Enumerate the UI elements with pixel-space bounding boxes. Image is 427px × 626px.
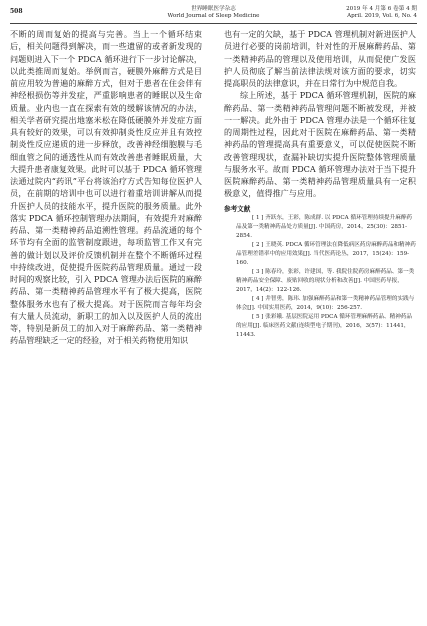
journal-title-cn: 世界睡眠医学杂志 <box>191 6 236 12</box>
reference-item: [ 4 ] 井智勇，陈玮. 加强麻醉药品和第一类精神药品管理的实践与体会[J]. 中国实用医药，2014，9(10)：256-257. <box>236 295 415 311</box>
left-column <box>10 28 202 347</box>
body-paragraph: 不断的周而复始的提高与完善。当上一个循环结束后，相关问题得到解决，而一些遗留的或者新发现的问题则进入下一个 PDCA 循环进行下一步讨论解决，以此类推周而复始。举例而言，硬膜外麻醉方式是目前应用较为普遍的麻醉方式，但对于患者在住会伴有神经根损伤等并发症，严重影响患者的睡眠以及生命质量。业内也一直在探索有效的缓解该情况的办法，相关学者研究提出地塞米松在降低硬膜外并发症方面具有较好的效果，可以有效抑制炎性反应并且有效控制炎性反应递质的进一步释放，改善神经细胞膜与毛细血管之间的通透性从而有效改善患者睡眠质量，大大提升患者康复效果。此时可以基于 PDCA 循环管理法通过院内“药讯”平台将该治疗方式告知每位医护人员，在前期的培训中也可以进行着重培训讲解从而提升医护人员的技能水平，提升医院的服务质量。此外落实 PDCA 循环控制管理办法期间，有效提升对麻醉药品、第一类精神药品追溯性管理。药品流通的每个环节均有全面的监管制度跟进，每项监管工作又有完善的做计划以及评价反馈机制并在整个不断循环过程中持续改进，促使提升医院药品管理质量。通过一段时间的观察比较，引入 PDCA 管理办法后医院的麻醉药品、第一类精神药品管理水平有了极大提高，医院整体服务水也有了极大提高。对于医院而言每年均会有大量人员流动，新职工的加入以及医护人员的流出等，特别是新员工的加入对于麻醉药品、第一类精神药品管理缺乏一定的经验，对于相关药物使用知识 <box>10 29 202 346</box>
body-paragraph: 也有一定的欠缺，基于 PDCA 管理机制对新进医护人员进行必要的岗前培训，针对性的开展麻醉药品、第一类精神药品的管理以及使用培训，从而促使广发医护人员彻底了解当前法律法规对该方面的要求，切实提高职员的法律意识，并在日常行为中规范自我。 <box>224 29 416 88</box>
issue-info <box>346 6 417 20</box>
references-heading: 参考文献 <box>224 204 251 213</box>
page-header <box>10 5 417 24</box>
issue-info-en: April. 2019, Vol. 6, No. 4 <box>347 13 417 19</box>
reference-item: [ 1 ] 齐跃东，王彩，陈成群. 以 PDCA 循环管理持续提升麻醉药品及第一类精神药品处方质量[J]. 中国药房，2014，25(30)：2851-2854. <box>236 214 413 239</box>
right-column <box>224 28 416 340</box>
page-number: 508 <box>10 8 23 15</box>
reference-item: [ 5 ] 张彩娥. 基层医院运用 PDCA 循环管理麻醉药品、精神药品的应用[J]. 临床医药文献(连续型电子期刊)，2016，3(57)：11441，11443. <box>236 313 413 338</box>
journal-title-en: World Journal of Sleep Medicine <box>167 13 260 19</box>
reference-item: [ 2 ] 王晓英. PDCA 循环管理法在降低病区药房麻醉药品和精神药品管理差错率中的应用效果[J]. 当代医药论丛，2017，15(24)：159-160. <box>236 241 416 266</box>
body-paragraph: 综上所述，基于 PDCA 循环管理机制，医院的麻醉药品、第一类精神药品管理问题不断被发现，并被一一解决。此外由于 PDCA 管理办法是一个循环往复的周期性过程，因此对于医院在麻醉药品、第一类精神药品的管理提高具有重要意义，可以促使医院不断改善管理现状，查漏补缺切实提升医院整体管理质量与服务水平。故而 PDCA 循环管理办法对于当下提升医院麻醉药品、第一类精神药品管理质量具有一定积极意义，值得推广与应用。 <box>224 90 416 199</box>
issue-info-cn: 2019 年 4 月第 6 卷第 4 期 <box>346 6 417 12</box>
reference-item: [ 3 ] 陈春玲，张彩，许建国，等. 我院住院药房麻醉药品、第一类精神药品安全保障、废贴回收的现状分析和改善[J]. 中国医药导报，2017，14(2)：122-126. <box>236 268 415 293</box>
